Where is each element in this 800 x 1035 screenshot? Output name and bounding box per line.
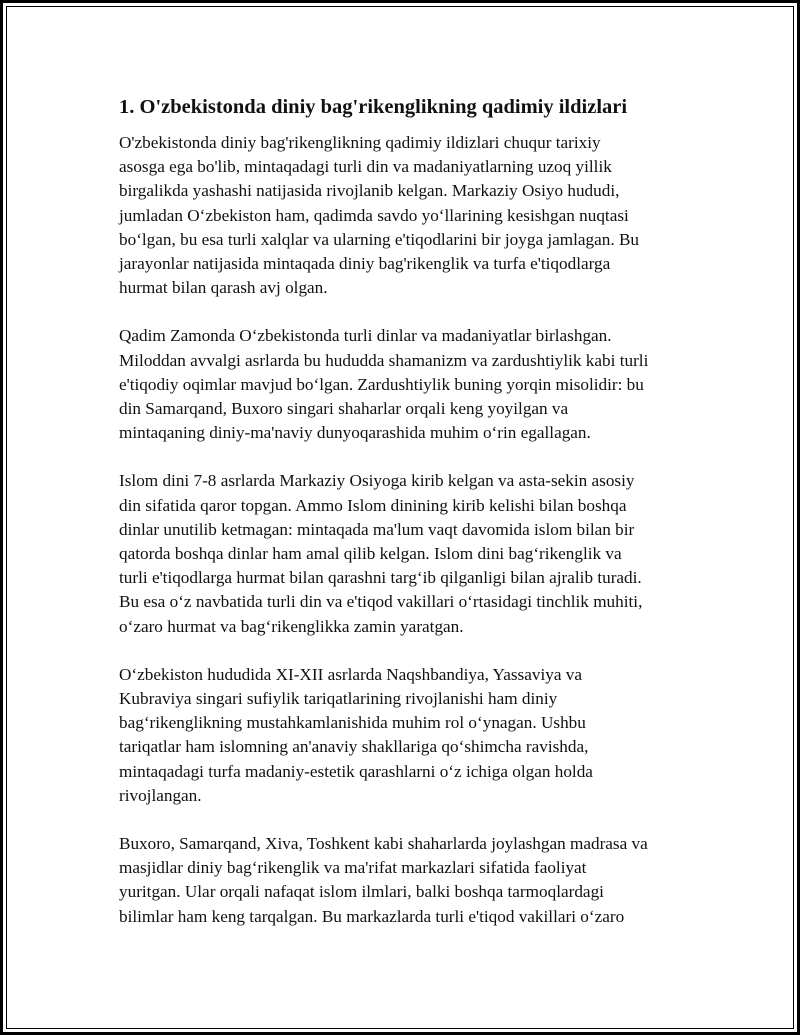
text-line: birgalikda yashashi natijasida rivojlanib kelgan. Markaziy Osiyo hududi, [119,181,620,201]
text-line: e'tiqodiy oqimlar mavjud bo‘lgan. Zardushtiylik buning yorqin misolidir: bu [119,374,644,394]
document-body [119,131,687,929]
text-line: turli e'tiqodlarga hurmat bilan qarashni targ‘ib qilganligi bilan ajralib turadi. [119,568,642,588]
text-line: din sifatida qaror topgan. Ammo Islom dinining kirib kelishi bilan boshqa [119,495,627,515]
paragraph [119,832,687,929]
text-line: O'zbekistonda diniy bag'rikenglikning qadimiy ildizlari chuqur tarixiy [119,133,601,152]
text-line: jumladan O‘zbekiston ham, qadimda savdo yo‘llarining kesishgan nuqtasi [119,205,629,225]
text-line: yuritgan. Ular orqali nafaqat islom ilmlari, balki boshqa tarmoqlardagi [119,882,604,902]
section-heading: 1. O'zbekistonda diniy bag'rikenglikning qadimiy ildizlari [119,96,628,118]
text-line: Miloddan avvalgi asrlarda bu hududda shamanizm va zardushtiylik kabi turli [119,350,649,370]
text-line: dinlar unutilib ketmagan: mintaqada ma'lum vaqt davomida islom bilan bir [119,519,635,539]
text-line: hurmat bilan qarash avj olgan. [119,278,328,298]
text-line: rivojlangan. [119,785,202,805]
text-line: tariqatlar ham islomning an'anaviy shakllariga qo‘shimcha ravishda, [119,737,589,757]
text-line: bo‘lgan, bu esa turli xalqlar va ularning e'tiqodlarini bir joyga jamlagan. Bu [119,229,640,249]
text-line: asosga ega bo'lib, mintaqadagi turli din va madaniyatlarning uzoq yillik [119,157,612,177]
paragraph [119,131,687,300]
paragraph [119,324,687,445]
text-line: jarayonlar natijasida mintaqada diniy bag'rikenglik va turfa e'tiqodlarga [119,254,611,274]
text-line: O‘zbekiston hududida XI-XII asrlarda Naqshbandiya, Yassaviya va [119,664,582,684]
text-line: Kubraviya singari sufiylik tariqatlarining rivojlanishi ham diniy [119,689,558,709]
text-line: mintaqaning diniy-ma'naviy dunyoqarashida muhim o‘rin egallagan. [119,423,591,443]
text-line: mintaqadagi turfa madaniy-estetik qarashlarni o‘z ichiga olgan holda [119,761,593,781]
text-line: bilimlar ham keng tarqalgan. Bu markazlarda turli e'tiqod vakillari o‘zaro [119,906,625,926]
text-line: masjidlar diniy bag‘rikenglik va ma'rifat markazlari sifatida faoliyat [119,858,587,878]
text-line: Bu esa o‘z navbatida turli din va e'tiqod vakillari o‘rtasidagi tinchlik muhiti, [119,592,643,612]
text-line: qatorda boshqa dinlar ham amal qilib kelgan. Islom dini bag‘rikenglik va [119,544,622,564]
text-line: Qadim Zamonda O‘zbekistonda turli dinlar va madaniyatlar birlashgan. [119,326,612,346]
text-line: din Samarqand, Buxoro singari shaharlar orqali keng yoyilgan va [119,399,569,419]
paragraph [119,469,687,638]
text-line: bag‘rikenglikning mustahkamlanishida muhim rol o‘ynagan. Ushbu [119,713,586,733]
text-line: Islom dini 7-8 asrlarda Markaziy Osiyoga kirib kelgan va asta-sekin asosiy [119,471,635,491]
text-line: o‘zaro hurmat va bag‘rikenglikka zamin yaratgan. [119,616,464,636]
paragraph [119,663,687,808]
text-line: Buxoro, Samarqand, Xiva, Toshkent kabi shaharlarda joylashgan madrasa va [119,834,648,854]
